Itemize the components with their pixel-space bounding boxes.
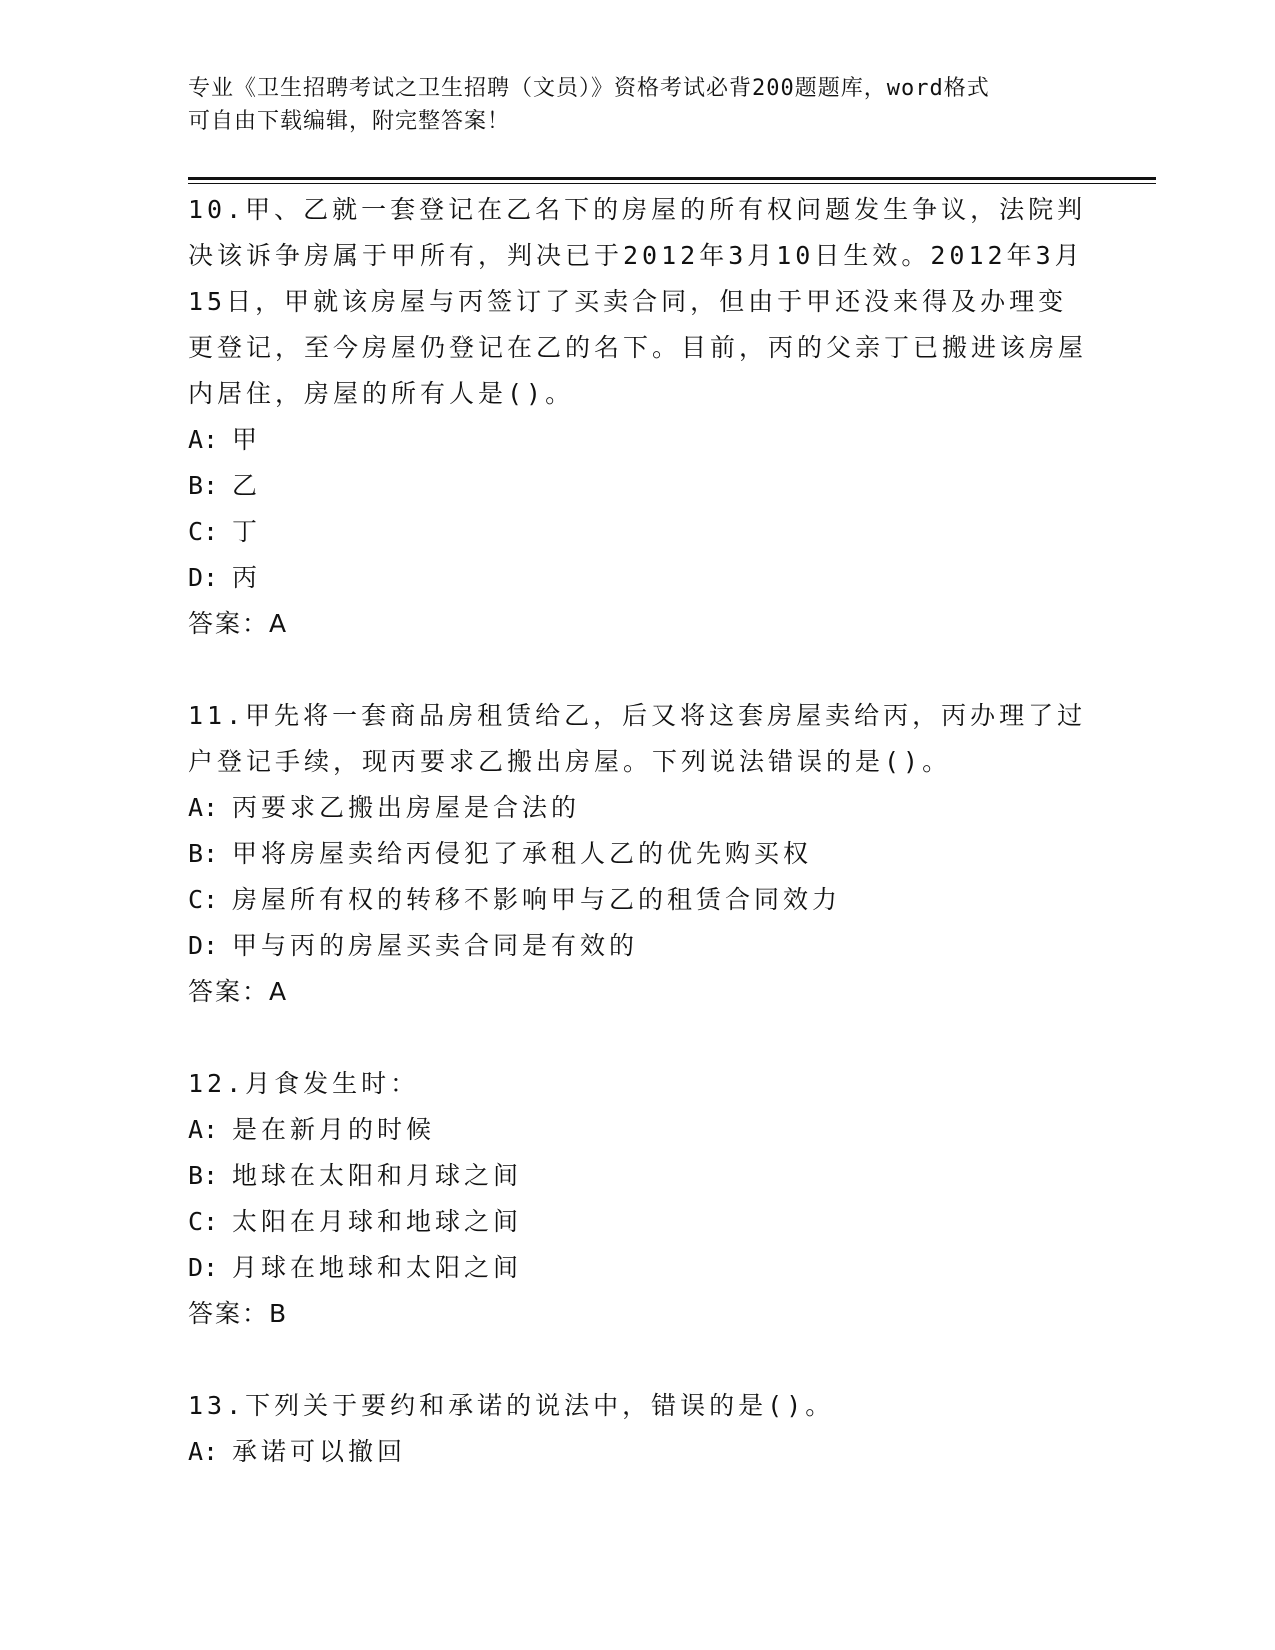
document-header (188, 72, 1088, 138)
option-key: C: (188, 885, 219, 914)
option-text: 月球在地球和太阳之间 (232, 1253, 523, 1282)
option-text: 丙要求乙搬出房屋是合法的 (232, 793, 581, 822)
question-text: 10.甲、乙就一套登记在乙名下的房屋的所有权问题发生争议，法院判决该诉争房属于甲所有，判决已于2012年3月10日生效。2012年3月15日，甲就该房屋与丙签订了买卖合同，但由于甲还没来得及办理变更登记，至今房屋仍登记在乙的名下。目前，丙的父亲丁已搬进该房屋内居住，房屋的所有人是()。 (188, 195, 1088, 408)
option-text: 甲与丙的房屋买卖合同是有效的 (232, 931, 639, 960)
question-12 (188, 1061, 1088, 1337)
option-text: 丁 (232, 517, 262, 546)
question-list (188, 187, 1088, 1521)
option-key: B: (188, 839, 219, 868)
option-key: C: (188, 517, 219, 546)
question-13 (188, 1383, 1088, 1475)
option-b (188, 1153, 1088, 1199)
question-text: 13.下列关于要约和承诺的说法中，错误的是()。 (188, 1391, 835, 1420)
option-text: 房屋所有权的转移不影响甲与乙的租赁合同效力 (232, 885, 842, 914)
option-a (188, 1107, 1088, 1153)
option-key: D: (188, 931, 219, 960)
option-d (188, 923, 1088, 969)
option-text: 乙 (232, 471, 262, 500)
option-key: D: (188, 1253, 219, 1282)
option-c (188, 1199, 1088, 1245)
option-text: 丙 (232, 563, 262, 592)
option-key: C: (188, 1207, 219, 1236)
question-text: 11.甲先将一套商品房租赁给乙，后又将这套房屋卖给丙，丙办理了过户登记手续，现丙要求乙搬出房屋。下列说法错误的是()。 (188, 701, 1087, 776)
option-key: D: (188, 563, 219, 592)
option-text: 甲将房屋卖给丙侵犯了承租人乙的优先购买权 (232, 839, 813, 868)
option-a (188, 785, 1088, 831)
answer-line (188, 601, 1088, 647)
answer-label: 答案： (188, 1299, 270, 1328)
answer-value: B (269, 1299, 287, 1328)
option-c (188, 509, 1088, 555)
option-text: 承诺可以撤回 (232, 1437, 407, 1466)
option-key: A: (188, 425, 219, 454)
option-text: 是在新月的时候 (232, 1115, 436, 1144)
answer-label: 答案： (188, 977, 270, 1006)
option-text: 甲 (232, 425, 262, 454)
option-text: 地球在太阳和月球之间 (232, 1161, 523, 1190)
question-10 (188, 187, 1088, 647)
option-key: B: (188, 1161, 219, 1190)
header-line-1: 专业《卫生招聘考试之卫生招聘（文员）》资格考试必背200题题库，word格式 (188, 76, 990, 101)
option-d (188, 1245, 1088, 1291)
option-d (188, 555, 1088, 601)
answer-line (188, 969, 1088, 1015)
option-key: A: (188, 1115, 219, 1144)
option-a (188, 1429, 1088, 1475)
answer-label: 答案： (188, 609, 270, 638)
option-b (188, 463, 1088, 509)
question-11 (188, 693, 1088, 1015)
option-text: 太阳在月球和地球之间 (232, 1207, 523, 1236)
header-divider-thin (188, 183, 1156, 184)
option-key: A: (188, 793, 219, 822)
option-key: B: (188, 471, 219, 500)
option-key: A: (188, 1437, 219, 1466)
question-text: 12.月食发生时： (188, 1069, 420, 1098)
option-c (188, 877, 1088, 923)
answer-value: A (269, 609, 287, 638)
answer-line (188, 1291, 1088, 1337)
answer-value: A (269, 977, 287, 1006)
option-b (188, 831, 1088, 877)
header-line-2: 可自由下载编辑，附完整答案！ (188, 109, 511, 134)
header-divider-thick (188, 177, 1156, 180)
option-a (188, 417, 1088, 463)
